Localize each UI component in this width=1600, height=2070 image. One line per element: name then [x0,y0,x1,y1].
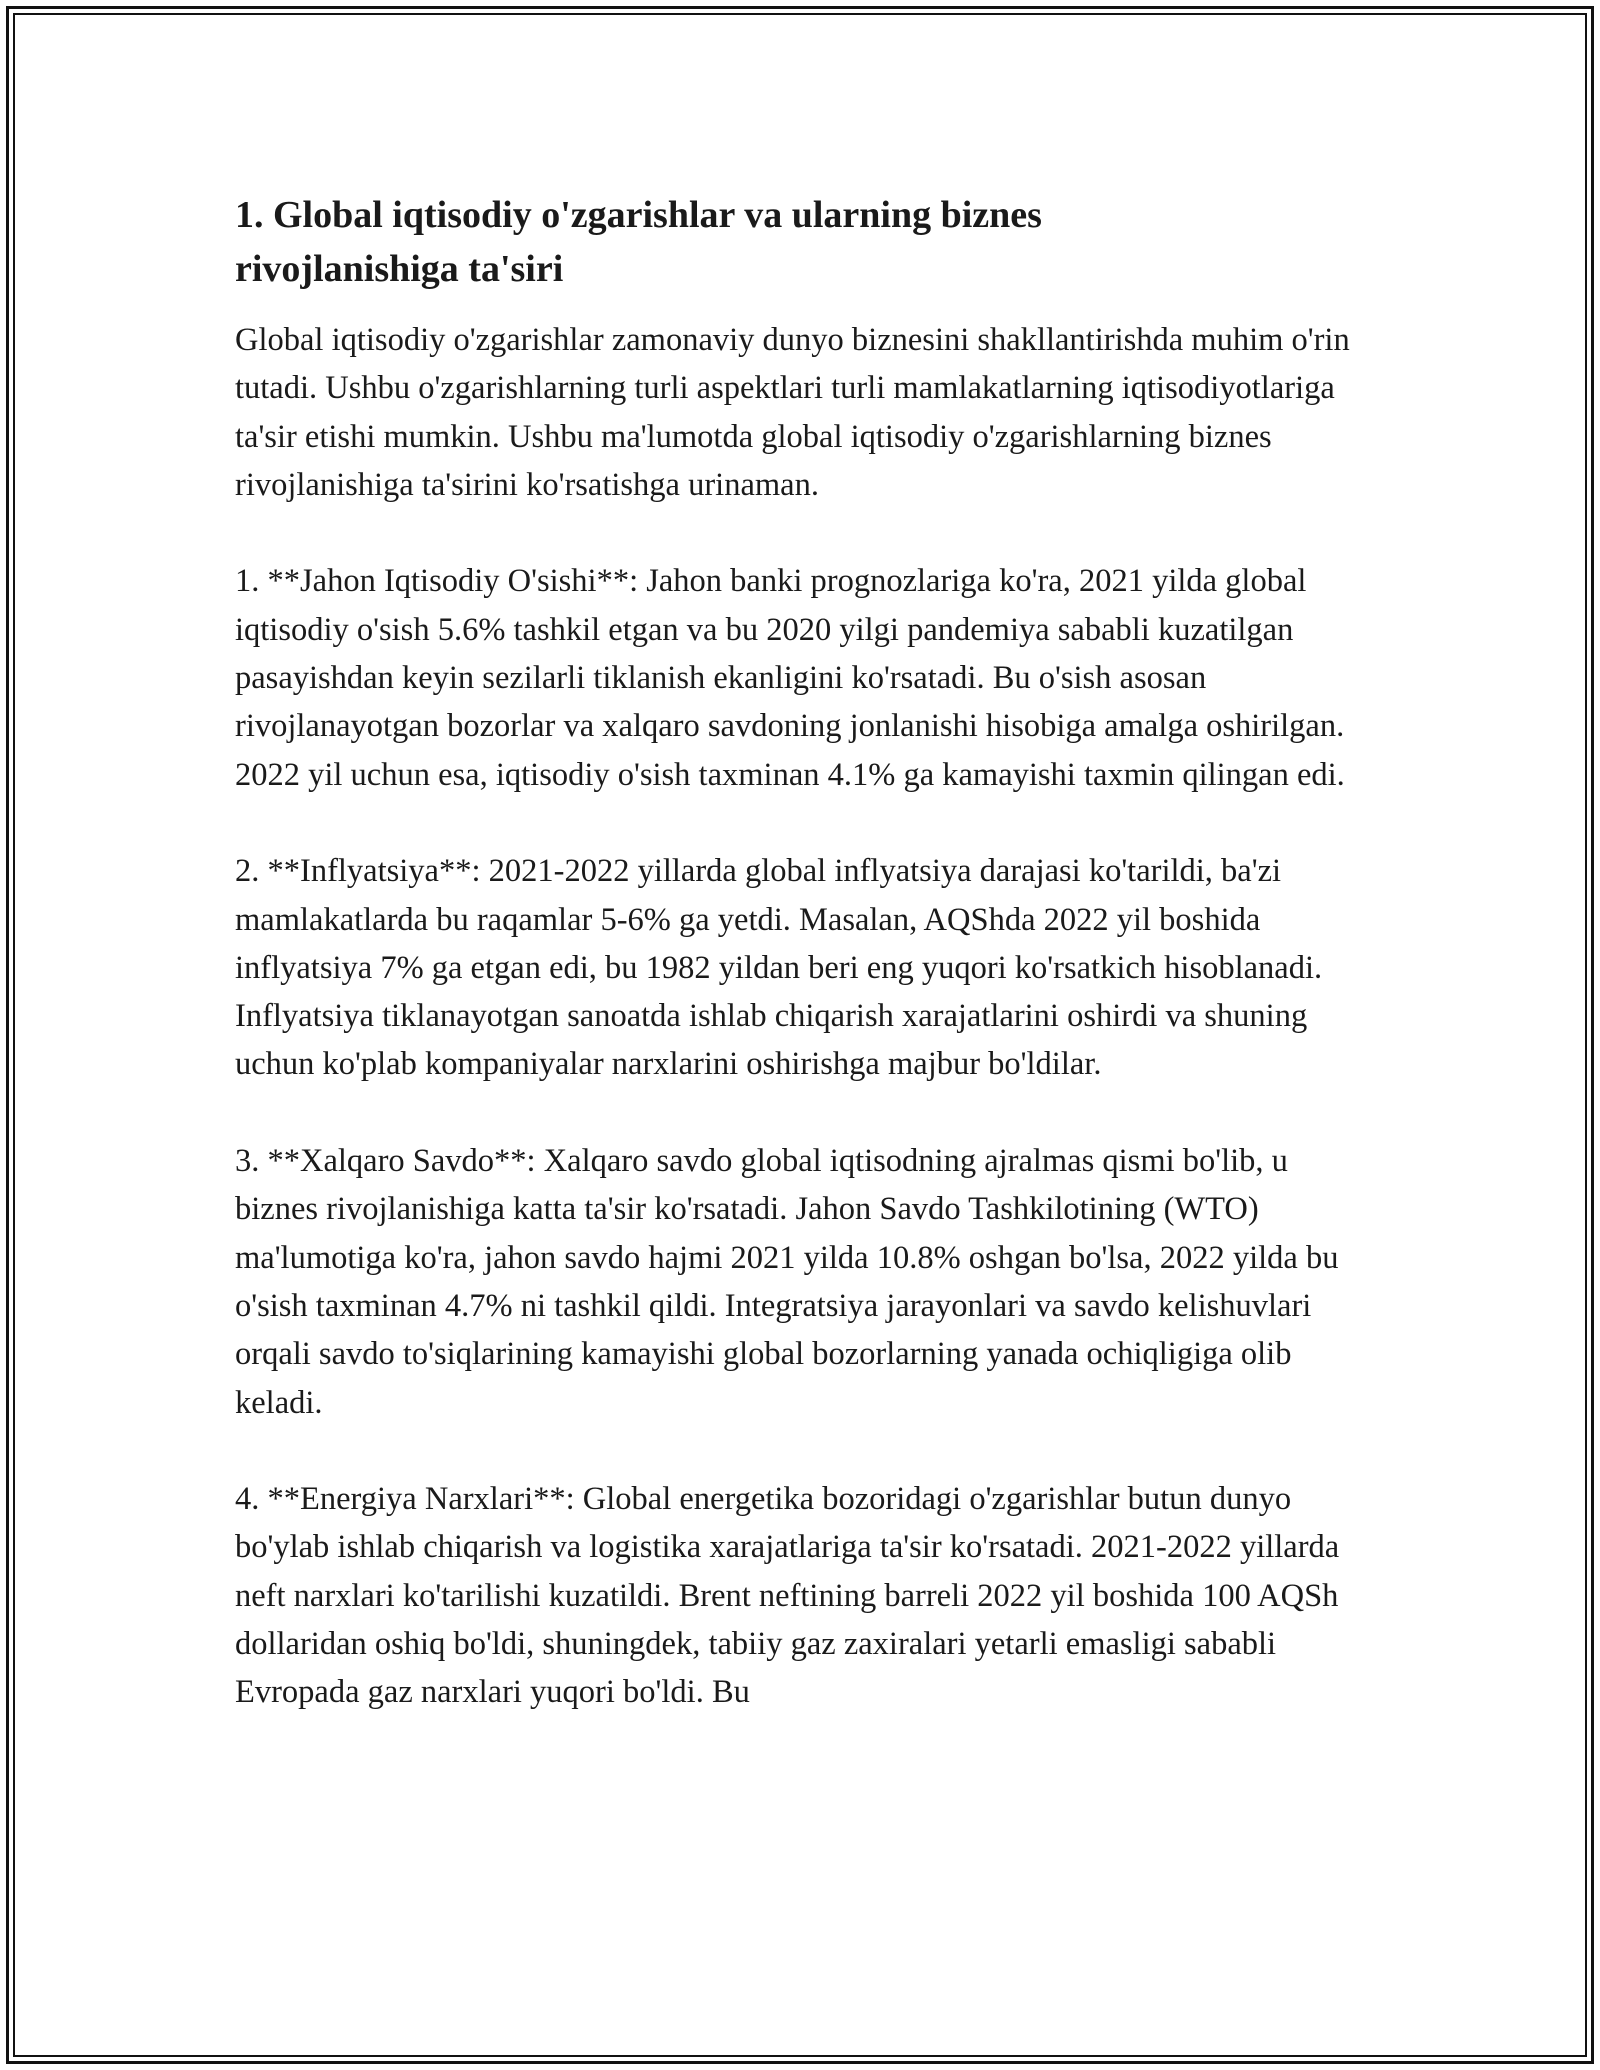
section-title: 1. Global iqtisodiy o'zgarishlar va ularning biznes rivojlanishiga ta'siri [235,194,1042,290]
intro-paragraph: Global iqtisodiy o'zgarishlar zamonaviy dunyo biznesini shakllantirishda muhim o'rin tutadi. Ushbu o'zgarishlarning turli aspektlari turli mamlakatlarning iqtisodiyotlariga ta'sir etishi mumkin. Ushbu ma'lumotda global iqtisodiy o'zgarishlarning biznes rivojlanishiga ta'sirini ko'rsatishga urinaman. [235,322,1350,503]
paragraph-inflation: 2. **Inflyatsiya**: 2021-2022 yillarda global inflyatsiya darajasi ko'tarildi, ba'zi mamlakatlarda bu raqamlar 5-6% ga yetdi. Masalan, AQShda 2022 yil boshida inflyatsiya 7% ga etgan edi, bu 1982 yildan beri eng yuqori ko'rsatkich hisoblanadi. Inflyatsiya tiklanayotgan sanoatda ishlab chiqarish xarajatlarini oshirdi va shuning uchun ko'plab kompaniyalar narxlarini oshirishga majbur bo'ldilar. [235,853,1323,1083]
paragraph-economic-growth: 1. **Jahon Iqtisodiy O'sishi**: Jahon banki prognozlariga ko'ra, 2021 yilda global iqtisodiy o'sish 5.6% tashkil etgan va bu 2020 yilgi pandemiya sababli kuzatilgan pasayishdan keyin sezilarli tiklanish ekanligini ko'rsatadi. Bu o'sish asosan rivojlanayotgan bozorlar va xalqaro savdoning jonlanishi hisobiga amalga oshirilgan. 2022 yil uchun esa, iqtisodiy o'sish taxminan 4.1% ga kamayishi taxmin qilingan edi. [235,563,1345,793]
document-body [235,188,1365,1765]
paragraph-international-trade: 3. **Xalqaro Savdo**: Xalqaro savdo global iqtisodning ajralmas qismi bo'lib, u biznes rivojlanishiga katta ta'sir ko'rsatadi. Jahon Savdo Tashkilotining (WTO) ma'lumotiga ko'ra, jahon savdo hajmi 2021 yilda 10.8% oshgan bo'lsa, 2022 yilda bu o'sish taxminan 4.7% ni tashkil qildi. Integratsiya jarayonlari va savdo kelishuvlari orqali savdo to'siqlarining kamayishi global bozorlarning yanada ochiqligiga olib keladi. [235,1143,1339,1421]
paragraph-energy-prices: 4. **Energiya Narxlari**: Global energetika bozoridagi o'zgarishlar butun dunyo bo'ylab ishlab chiqarish va logistika xarajatlariga ta'sir ko'rsatadi. 2021-2022 yillarda neft narxlari ko'tarilishi kuzatildi. Brent neftining barreli 2022 yil boshida 100 AQSh dollaridan oshiq bo'ldi, shuningdek, tabiiy gaz zaxiralari yetarli emasligi sababli Evropada gaz narxlari yuqori bo'ldi. Bu [235,1481,1340,1711]
